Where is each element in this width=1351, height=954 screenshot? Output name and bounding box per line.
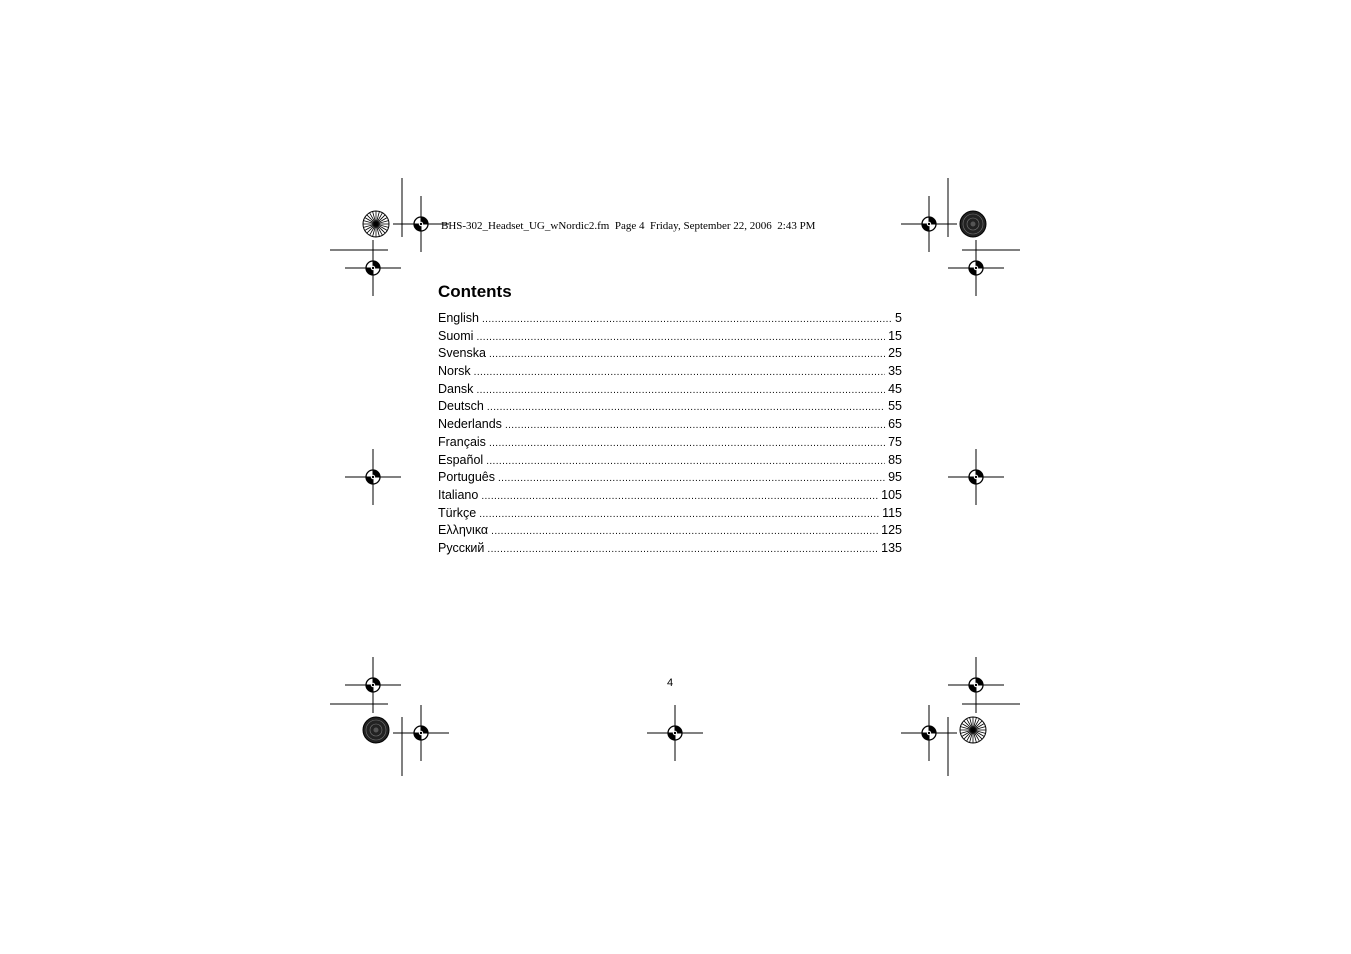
leader-dots xyxy=(498,470,885,487)
toc-entry-greek[interactable] xyxy=(438,522,902,540)
toc-label: Français xyxy=(438,434,486,449)
toc-page-number: 75 xyxy=(888,434,902,449)
toc-page-number: 95 xyxy=(888,470,902,485)
leader-dots xyxy=(505,417,885,434)
toc-page-number: 25 xyxy=(888,346,902,361)
density-mark xyxy=(363,717,389,743)
leader-dots xyxy=(476,329,885,346)
leader-dots xyxy=(487,541,878,558)
starburst-mark xyxy=(960,717,986,743)
toc-label: Русский xyxy=(438,540,485,555)
toc-label: Norsk xyxy=(438,364,471,379)
leader-dots xyxy=(474,364,885,381)
toc-entry-nederlands[interactable] xyxy=(438,416,902,434)
print-slug: BHS-302_Headset_UG_wNordic2.fm Page 4 Friday, September 22, 2006 2:43 PM xyxy=(441,220,816,232)
toc-entry-norsk[interactable] xyxy=(438,363,902,381)
toc-label: Nederlands xyxy=(438,417,502,432)
page-title: Contents xyxy=(438,282,512,301)
toc-page-number: 135 xyxy=(881,540,902,555)
leader-dots xyxy=(489,346,885,363)
toc-label: Dansk xyxy=(438,381,474,396)
toc-page-number: 115 xyxy=(882,505,902,520)
leader-dots xyxy=(479,506,879,523)
density-mark xyxy=(960,211,986,237)
toc-entry-dansk[interactable] xyxy=(438,381,902,399)
leader-dots xyxy=(482,311,892,328)
toc-entry-italiano[interactable] xyxy=(438,487,902,505)
leader-dots xyxy=(491,523,878,540)
toc-page-number: 5 xyxy=(895,311,902,325)
toc-label: Türkçe xyxy=(438,505,477,520)
toc-entry-svenska[interactable] xyxy=(438,345,902,363)
toc-label: Deutsch xyxy=(438,399,484,414)
leader-dots xyxy=(481,488,878,505)
toc-label: Português xyxy=(438,470,495,485)
toc-label: English xyxy=(438,311,479,325)
toc-entry-portugues[interactable] xyxy=(438,469,902,487)
toc-label: Svenska xyxy=(438,346,486,361)
toc-label: Suomi xyxy=(438,328,474,343)
toc-label: Ελληνικα xyxy=(438,523,489,538)
toc-label: Español xyxy=(438,452,484,467)
toc-entry-turkce[interactable] xyxy=(438,505,902,523)
starburst-mark xyxy=(363,211,389,237)
leader-dots xyxy=(476,382,885,399)
toc-entry-deutsch[interactable] xyxy=(438,398,902,416)
toc-entry-suomi[interactable] xyxy=(438,328,902,346)
leader-dots xyxy=(489,435,885,452)
toc-entry-espanol[interactable] xyxy=(438,452,902,470)
leader-dots xyxy=(486,453,885,470)
toc-page-number: 55 xyxy=(888,399,902,414)
toc-page-number: 65 xyxy=(888,417,902,432)
toc-page-number: 35 xyxy=(888,364,902,379)
toc-page-number: 45 xyxy=(888,381,902,396)
toc-page-number: 125 xyxy=(881,523,902,538)
toc-entry-francais[interactable] xyxy=(438,434,902,452)
table-of-contents xyxy=(438,310,902,558)
toc-entry-english[interactable] xyxy=(438,310,902,328)
toc-entry-russian[interactable] xyxy=(438,540,902,558)
toc-page-number: 105 xyxy=(881,487,902,502)
page-number: 4 xyxy=(666,677,674,689)
leader-dots xyxy=(487,399,885,416)
toc-page-number: 85 xyxy=(888,452,902,467)
toc-page-number: 15 xyxy=(888,328,902,343)
toc-label: Italiano xyxy=(438,487,479,502)
